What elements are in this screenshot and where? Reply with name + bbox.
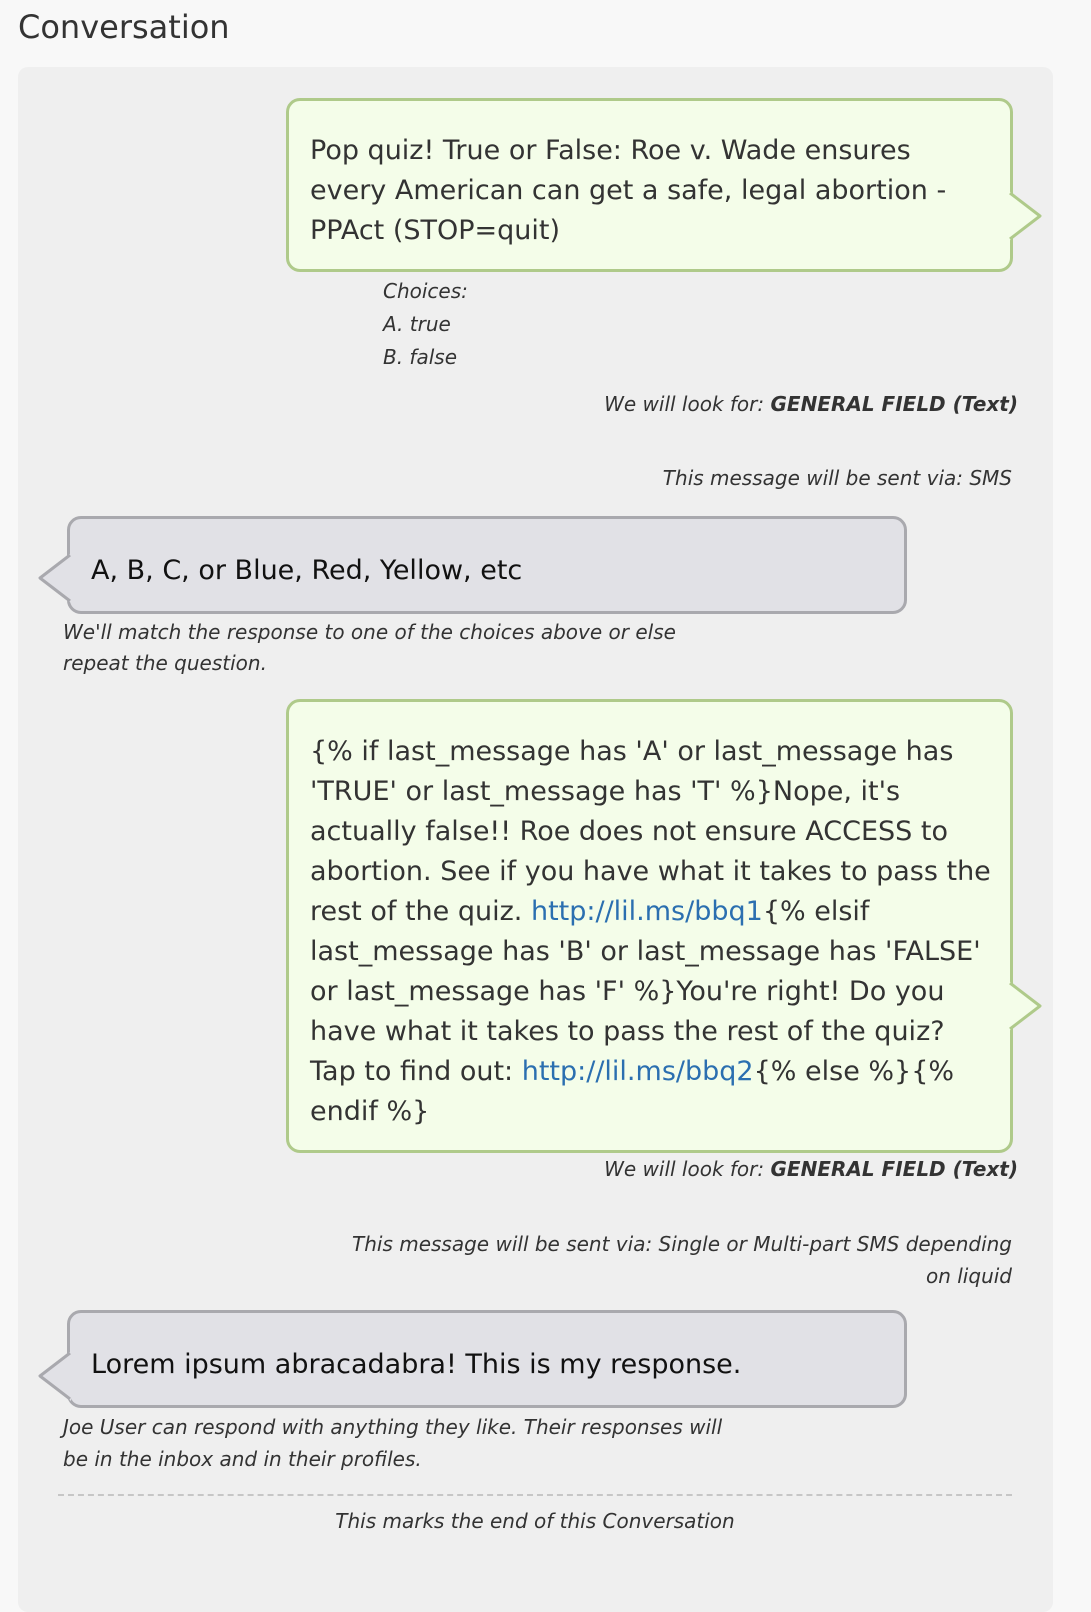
bubble-tail-left-icon bbox=[37, 1349, 71, 1403]
incoming-response-bubble[interactable] bbox=[67, 516, 907, 614]
sent-via-label: This message will be sent via: SMS bbox=[662, 466, 1012, 490]
short-link[interactable]: http://lil.ms/bbq2 bbox=[521, 1056, 754, 1087]
look-for-value: GENERAL FIELD (Text) bbox=[770, 1157, 1018, 1181]
outgoing-message-bubble[interactable] bbox=[286, 699, 1013, 1153]
end-divider bbox=[58, 1494, 1012, 1496]
look-for-label bbox=[604, 1157, 1018, 1181]
message-text-part: {% if last_message has 'A' or last_message has 'TRUE' or last_message has 'T' %}Nope, it's actually false!! Roe does not ensure ACCESS to abortion. See if you have what it takes to pass the rest of the quiz. bbox=[310, 736, 991, 927]
choices-label: Choices: bbox=[383, 279, 468, 303]
look-for-prefix: We will look for: bbox=[604, 1157, 771, 1181]
choice-item: A. true bbox=[383, 312, 451, 336]
response-note: Joe User can respond with anything they like. Their responses will be in the inbox and in their profiles. bbox=[63, 1415, 723, 1471]
message-text: Pop quiz! True or False: Roe v. Wade ensures every American can get a safe, legal abortion -PPAct (STOP=quit) bbox=[310, 135, 947, 246]
response-text: Lorem ipsum abracadabra! This is my response. bbox=[91, 1349, 742, 1380]
end-marker: This marks the end of this Conversation bbox=[335, 1509, 735, 1533]
look-for-label bbox=[604, 392, 1018, 416]
response-text: A, B, C, or Blue, Red, Yellow, etc bbox=[91, 555, 523, 586]
page-title: Conversation bbox=[18, 8, 230, 46]
look-for-prefix: We will look for: bbox=[604, 392, 771, 416]
bubble-tail-right-icon bbox=[1009, 979, 1043, 1033]
choice-item: B. false bbox=[383, 345, 458, 369]
look-for-value: GENERAL FIELD (Text) bbox=[770, 392, 1018, 416]
message-text-part: {% else %}{% endif %} bbox=[310, 1056, 955, 1127]
outgoing-message-bubble[interactable] bbox=[286, 98, 1013, 272]
bubble-tail-right-icon bbox=[1009, 189, 1043, 243]
bubble-tail-left-icon bbox=[37, 551, 71, 605]
short-link[interactable]: http://lil.ms/bbq1 bbox=[530, 896, 763, 927]
incoming-response-bubble[interactable] bbox=[67, 1310, 907, 1408]
choices-list bbox=[383, 275, 468, 374]
message-text-part: {% elsif last_message has 'B' or last_message has 'FALSE' or last_message has 'F' %}You're right! Do you have what it takes to pass the rest of the quiz? Tap to find out: bbox=[310, 896, 981, 1087]
sent-via-label: This message will be sent via: Single or Multi-part SMS depending on liquid bbox=[352, 1232, 1012, 1288]
response-note: We'll match the response to one of the choices above or else repeat the question. bbox=[63, 620, 676, 675]
